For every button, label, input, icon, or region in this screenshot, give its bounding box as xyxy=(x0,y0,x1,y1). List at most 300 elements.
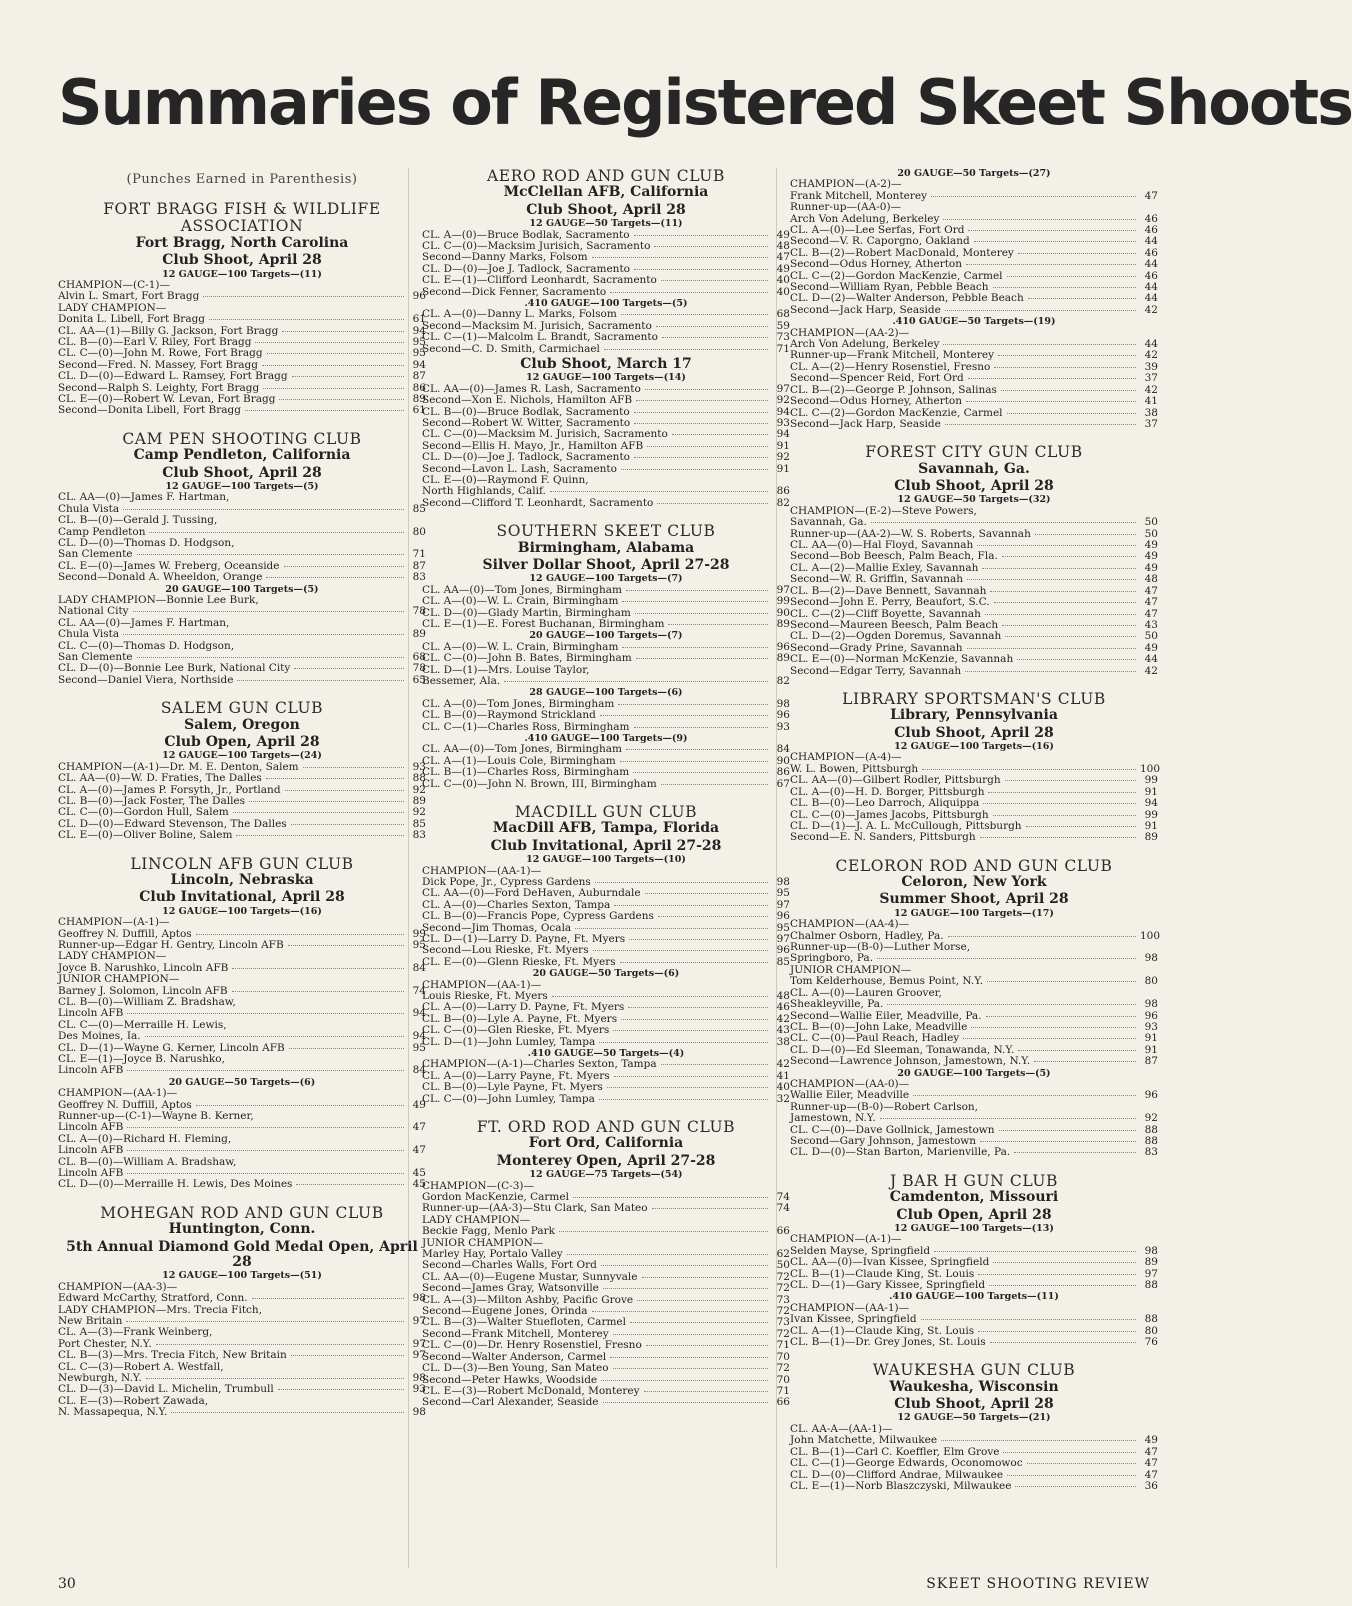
result-name: CHAMPION—(C-3)— xyxy=(422,1179,534,1192)
leader-dots xyxy=(1005,636,1136,637)
result-name: CL. D—(3)—David L. Michelin, Trumbull xyxy=(58,1383,274,1396)
result-name: CL. C—(3)—Robert A. Westfall, xyxy=(58,1360,224,1373)
result-score: 83 xyxy=(412,571,426,584)
leader-dots xyxy=(1014,1152,1136,1153)
result-score: 93 xyxy=(412,760,426,773)
result-name: CL. AA—(0)—James F. Hartman, xyxy=(58,616,230,629)
result-name: Sheakleyville, Pa. xyxy=(790,998,884,1011)
leader-dots xyxy=(592,1311,768,1312)
leader-dots xyxy=(966,401,1136,402)
event-title: Club Shoot, April 28 xyxy=(162,252,322,269)
result-name: Second—Edgar Terry, Savannah xyxy=(790,664,962,677)
result-score: 42 xyxy=(1144,383,1158,396)
event-title: Club Shoot, April 28 xyxy=(162,464,322,481)
result-row xyxy=(58,1350,426,1361)
result-row xyxy=(422,619,790,630)
leader-dots xyxy=(621,469,768,470)
result-row xyxy=(422,957,790,968)
leader-dots xyxy=(988,792,1136,793)
result-row xyxy=(790,517,1158,528)
result-score: 93 xyxy=(412,1383,426,1396)
result-row xyxy=(790,1113,1158,1124)
leader-dots xyxy=(171,1412,404,1413)
result-score: 42 xyxy=(1144,664,1158,677)
result-score: 47 xyxy=(1144,584,1158,597)
result-score: 96 xyxy=(776,640,790,653)
result-score: 91 xyxy=(776,439,790,452)
result-row xyxy=(790,798,1158,809)
club-location: Fort Bragg, North Carolina xyxy=(135,234,349,251)
result-row xyxy=(58,291,426,302)
result-name: CL. B—(2)—George P. Johnson, Salinas xyxy=(790,383,997,396)
result-score: 95 xyxy=(776,887,790,900)
result-name: LADY CHAMPION— xyxy=(58,301,167,314)
leader-dots xyxy=(1003,1452,1136,1453)
leader-dots xyxy=(948,936,1136,937)
result-name: CL. D—(1)—John Lumley, Tampa xyxy=(422,1035,596,1048)
result-row xyxy=(790,259,1158,270)
leader-dots xyxy=(245,410,404,411)
result-score: 97 xyxy=(776,933,790,945)
result-name: LADY CHAMPION—Bonnie Lee Burk, xyxy=(58,593,259,606)
result-score: 73 xyxy=(776,331,790,344)
result-name: Second—V. R. Caporgno, Oakland xyxy=(790,235,970,248)
leader-dots xyxy=(634,423,768,424)
result-name: CL. A—(0)—Danny L. Marks, Folsom xyxy=(422,308,617,321)
result-row xyxy=(422,275,790,286)
leader-dots xyxy=(559,1231,768,1232)
gauge-heading: 20 GAUGE—100 Targets—(7) xyxy=(529,630,683,642)
result-name: CL. A—(0)—Bruce Bodlak, Sacramento xyxy=(422,228,630,241)
result-score: 72 xyxy=(776,1282,790,1295)
result-name: Second—Lavon L. Lash, Sacramento xyxy=(422,462,617,475)
leader-dots xyxy=(267,353,404,354)
result-score: 48 xyxy=(1144,573,1158,586)
leader-dots xyxy=(255,342,404,343)
club-location: Lincoln, Nebraska xyxy=(170,871,314,888)
result-name: CL. AA—(0)—Gilbert Rodler, Pittsburgh xyxy=(790,774,1001,787)
leader-dots xyxy=(658,916,768,917)
club-section xyxy=(422,168,790,509)
result-row xyxy=(58,1179,426,1190)
result-name: Savannah, Ga. xyxy=(790,516,867,529)
result-name: CL. A—(0)—Larry Payne, Ft. Myers xyxy=(422,1069,610,1082)
leader-dots xyxy=(877,958,1136,959)
result-name: CL. B—(0)—Leo Darroch, Aliquippa xyxy=(790,797,980,810)
leader-dots xyxy=(613,1368,768,1369)
result-name: Dick Pope, Jr., Cypress Gardens xyxy=(422,875,591,888)
result-score: 40 xyxy=(776,285,790,298)
result-name: CL. AA—(0)—Ford DeHaven, Auburndale xyxy=(422,887,641,900)
result-name: North Highlands, Calif. xyxy=(422,485,546,498)
result-score: 98 xyxy=(776,875,790,888)
result-score: 97 xyxy=(412,1314,426,1327)
result-score: 84 xyxy=(776,743,790,756)
result-score: 49 xyxy=(776,228,790,241)
leader-dots xyxy=(635,613,768,614)
result-row xyxy=(58,1407,426,1418)
result-score: 47 xyxy=(412,1121,426,1134)
leader-dots xyxy=(994,367,1136,368)
event-title: Silver Dollar Shoot, April 27-28 xyxy=(482,556,730,573)
result-score: 99 xyxy=(776,595,790,608)
result-name: CL. D—(0)—Joe J. Tadlock, Sacramento xyxy=(422,451,630,464)
leader-dots xyxy=(647,446,768,447)
club-name: SOUTHERN SKEET CLUB xyxy=(496,522,716,541)
result-score: 70 xyxy=(776,1373,790,1386)
result-score: 96 xyxy=(776,944,790,957)
event-title: 5th Annual Diamond Gold Medal Open, April 28 xyxy=(66,1238,418,1270)
leader-dots xyxy=(613,1030,768,1031)
result-score: 49 xyxy=(412,1098,426,1111)
result-score: 97 xyxy=(776,898,790,911)
club-section xyxy=(58,1205,426,1419)
leader-dots xyxy=(661,280,768,281)
result-name: CL. C—(0)—Thomas D. Hodgson, xyxy=(58,639,235,652)
leader-dots xyxy=(282,331,404,332)
leader-dots xyxy=(601,1265,768,1266)
result-score: 61 xyxy=(412,313,426,326)
leader-dots xyxy=(123,509,404,510)
result-row xyxy=(58,917,426,928)
leader-dots xyxy=(622,601,768,602)
leader-dots xyxy=(943,344,1136,345)
result-name: CL. C—(2)—Gordon MacKenzie, Carmel xyxy=(790,269,1003,282)
result-score: 98 xyxy=(412,1292,426,1305)
result-name: CHAMPION—(A-1)—Dr. M. E. Denton, Salem xyxy=(58,760,299,773)
result-name: Lincoln AFB xyxy=(58,1121,124,1134)
leader-dots xyxy=(567,1254,768,1255)
result-row xyxy=(422,653,790,664)
result-name: Second—John E. Perry, Beaufort, S.C. xyxy=(790,596,990,609)
result-name: Second—Walter Anderson, Carmel xyxy=(422,1350,607,1363)
result-row xyxy=(790,1280,1158,1291)
result-name: Second—Grady Prine, Savannah xyxy=(790,641,963,654)
result-name: Second—Maureen Beesch, Palm Beach xyxy=(790,618,999,631)
result-score: 71 xyxy=(776,342,790,355)
result-name: Selden Mayse, Springfield xyxy=(790,1244,931,1257)
club-section xyxy=(790,856,1161,1159)
result-name: CL. C—(0)—Gordon Hull, Salem xyxy=(58,806,229,819)
leader-dots xyxy=(620,761,768,762)
result-name: Barney J. Solomon, Lincoln AFB xyxy=(58,984,228,997)
result-row xyxy=(790,775,1158,786)
result-name: CL. E—(0)—Robert W. Levan, Fort Bragg xyxy=(58,392,276,405)
result-row xyxy=(58,1293,426,1304)
leader-dots xyxy=(1018,1050,1136,1051)
result-score: 36 xyxy=(1144,1479,1158,1492)
result-score: 62 xyxy=(776,1248,790,1261)
result-name: CL. A—(3)—Milton Ashby, Pacific Grove xyxy=(422,1293,634,1306)
leader-dots xyxy=(266,778,404,779)
result-name: CHAMPION—(A-2)— xyxy=(790,178,902,191)
result-row xyxy=(422,287,790,298)
gauge-heading: 12 GAUGE—50 Targets—(11) xyxy=(529,218,683,230)
result-score: 50 xyxy=(1144,516,1158,529)
result-score: 46 xyxy=(1144,212,1158,225)
result-score: 44 xyxy=(1144,281,1158,294)
result-score: 99 xyxy=(1144,808,1158,821)
leader-dots xyxy=(642,1277,769,1278)
event-title: Club Shoot, April 28 xyxy=(894,1396,1054,1413)
leader-dots xyxy=(986,1016,1136,1017)
result-row xyxy=(422,1363,790,1374)
result-score: 89 xyxy=(412,392,426,405)
leader-dots xyxy=(657,503,768,504)
leader-dots xyxy=(209,319,404,320)
result-score: 92 xyxy=(776,451,790,464)
result-row xyxy=(790,574,1158,585)
result-name: CL. E—(3)—Robert McDonald, Monterey xyxy=(422,1384,640,1397)
result-score: 82 xyxy=(776,675,790,687)
leader-dots xyxy=(620,962,768,963)
leader-dots xyxy=(971,1027,1136,1028)
leader-dots xyxy=(634,412,768,413)
gauge-heading: 12 GAUGE—100 Targets—(7) xyxy=(529,573,683,585)
leader-dots xyxy=(1034,1061,1136,1062)
result-score: 72 xyxy=(776,1305,790,1318)
result-score: 46 xyxy=(1144,246,1158,259)
result-name: CL. D—(0)—Ed Sleeman, Tonawanda, N.Y. xyxy=(790,1043,1015,1056)
result-row xyxy=(58,629,426,640)
result-name: CL. A—(1)—Louis Cole, Birmingham xyxy=(422,754,616,767)
column-3 xyxy=(790,168,1161,1568)
club-section xyxy=(790,689,1161,844)
leader-dots xyxy=(999,1130,1136,1131)
leader-dots xyxy=(127,1070,404,1071)
result-score: 85 xyxy=(776,955,790,968)
leader-dots xyxy=(1015,1486,1136,1487)
result-row xyxy=(422,710,790,721)
result-name: CL. AA—(0)—Tom Jones, Birmingham xyxy=(422,583,622,596)
result-name: CL. C—(0)—John M. Rowe, Fort Bragg xyxy=(58,347,263,360)
result-score: 95 xyxy=(412,335,426,348)
result-score: 39 xyxy=(1144,360,1158,373)
result-row xyxy=(422,1037,790,1048)
result-name: Gordon MacKenzie, Carmel xyxy=(422,1191,569,1203)
result-score: 42 xyxy=(1144,303,1158,316)
result-name: CL. AA-A—(AA-1)— xyxy=(790,1422,893,1435)
result-name: Donita L. Libell, Fort Bragg xyxy=(58,313,206,326)
result-name: CHAMPION—(AA-1)— xyxy=(422,978,542,991)
result-score: 92 xyxy=(776,394,790,407)
result-score: 94 xyxy=(1144,797,1158,810)
result-score: 41 xyxy=(1144,395,1158,408)
result-name: Camp Pendleton xyxy=(58,525,146,538)
leader-dots xyxy=(1018,253,1136,254)
result-name: CL. D—(1)—Wayne G. Kerner, Lincoln AFB xyxy=(58,1041,285,1054)
leader-dots xyxy=(126,1321,404,1322)
result-name: Second—Jim Thomas, Ocala xyxy=(422,921,572,934)
result-score: 83 xyxy=(412,829,426,842)
leader-dots xyxy=(945,424,1136,425)
result-score: 46 xyxy=(1144,224,1158,237)
result-score: 91 xyxy=(1144,1032,1158,1045)
result-row xyxy=(422,1283,790,1294)
result-row xyxy=(422,767,790,778)
leader-dots xyxy=(668,624,768,625)
leader-dots xyxy=(628,1007,768,1008)
leader-dots xyxy=(1035,534,1136,535)
result-name: Second—Peter Hawks, Woodside xyxy=(422,1373,598,1386)
result-row xyxy=(422,722,790,733)
result-name: CHAMPION—(A-4)— xyxy=(790,751,902,764)
result-score: 88 xyxy=(412,772,426,785)
result-score: 73 xyxy=(776,1293,790,1306)
result-name: CL. B—(1)—Claude King, St. Louis xyxy=(790,1267,975,1280)
result-name: Jamestown, N.Y. xyxy=(790,1112,876,1125)
result-name: CHAMPION—(AA-1)— xyxy=(422,864,542,877)
result-row xyxy=(58,1065,426,1076)
result-score: 86 xyxy=(412,381,426,394)
result-name: CL. B—(2)—Robert MacDonald, Monterey xyxy=(790,246,1014,259)
result-name: Second—Gary Johnson, Jamestown xyxy=(790,1134,977,1147)
result-row xyxy=(790,1257,1158,1268)
result-name: CL. B—(0)—Raymond Strickland xyxy=(422,709,596,722)
club-section xyxy=(790,168,1158,430)
result-name: Chula Vista xyxy=(58,628,120,641)
result-row xyxy=(422,1397,790,1408)
result-name: CL. B—(0)—William Z. Bradshaw, xyxy=(58,995,236,1008)
result-name: Second—Donald A. Wheeldon, Orange xyxy=(58,571,263,584)
result-score: 86 xyxy=(776,485,790,498)
result-name: Second—Lawrence Johnson, Jamestown, N.Y. xyxy=(790,1055,1031,1068)
result-row xyxy=(58,974,426,985)
result-score: 94 xyxy=(776,428,790,441)
result-name: JUNIOR CHAMPION— xyxy=(58,973,180,986)
result-score: 72 xyxy=(776,1270,790,1283)
result-row xyxy=(422,1340,790,1351)
result-score: 96 xyxy=(776,910,790,923)
result-score: 48 xyxy=(776,239,790,252)
result-score: 92 xyxy=(412,806,426,819)
result-score: 88 xyxy=(1144,1134,1158,1147)
result-name: Second—Odus Horney, Atherton xyxy=(790,395,963,408)
leader-dots xyxy=(288,945,404,946)
result-score: 95 xyxy=(412,938,426,951)
result-name: CL. A—(3)—Frank Weinberg, xyxy=(58,1326,213,1339)
leader-dots xyxy=(645,893,768,894)
club-location: Camp Pendleton, California xyxy=(133,447,351,464)
result-name: Edward McCarthy, Stratford, Conn. xyxy=(58,1292,248,1305)
gauge-heading: 12 GAUGE—100 Targets—(10) xyxy=(526,854,686,866)
result-row xyxy=(422,676,790,687)
result-score: 87 xyxy=(412,559,426,572)
leader-dots xyxy=(1002,556,1136,557)
result-score: 84 xyxy=(412,1064,426,1077)
result-score: 47 xyxy=(1144,607,1158,620)
result-name: Second—Spencer Reid, Fort Ord xyxy=(790,372,964,385)
result-score: 61 xyxy=(412,404,426,417)
result-score: 96 xyxy=(1144,1009,1158,1022)
result-name: CL. C—(0)—Merraille H. Lewis, xyxy=(58,1018,227,1031)
result-score: 37 xyxy=(1144,417,1158,430)
club-name: FORT BRAGG FISH & WILDLIFE ASSOCIATION xyxy=(103,200,381,236)
result-score: 41 xyxy=(776,1069,790,1082)
leader-dots xyxy=(661,784,768,785)
gauge-heading: .410 GAUGE—50 Targets—(4) xyxy=(527,1048,685,1060)
club-name: FT. ORD ROD AND GUN CLUB xyxy=(476,1118,736,1137)
leader-dots xyxy=(965,671,1136,672)
result-name: Runner-up—Frank Mitchell, Monterey xyxy=(790,349,994,362)
result-row xyxy=(58,371,426,382)
result-score: 89 xyxy=(776,652,790,665)
leader-dots xyxy=(968,230,1136,231)
result-name: CHAMPION—(AA-2)— xyxy=(790,326,910,339)
result-name: CL. D—(0)—Merraille H. Lewis, Des Moines xyxy=(58,1178,293,1191)
leader-dots xyxy=(278,1389,404,1390)
club-section xyxy=(58,700,426,841)
result-score: 49 xyxy=(1144,641,1158,654)
leader-dots xyxy=(610,1357,768,1358)
result-name: CL. A—(0)—Tom Jones, Birmingham xyxy=(422,697,615,710)
result-score: 94 xyxy=(412,1030,426,1043)
result-score: 47 xyxy=(776,251,790,264)
result-name: CL. E—(0)—James W. Freberg, Oceanside xyxy=(58,559,280,572)
event-title: Club Invitational, April 28 xyxy=(139,889,345,906)
result-name: Second—E. N. Sanders, Pittsburgh xyxy=(790,831,976,844)
leader-dots xyxy=(636,658,768,659)
result-name: Des Moines, Ia. xyxy=(58,1030,141,1043)
result-score: 66 xyxy=(776,1225,790,1238)
result-name: CHAMPION—(AA-1)— xyxy=(58,1087,178,1100)
result-name: CL. C—(0)—Macksim Jurisich, Sacramento xyxy=(422,239,651,252)
club-location: Savannah, Ga. xyxy=(918,460,1030,477)
leader-dots xyxy=(607,1087,768,1088)
result-row xyxy=(790,1458,1158,1469)
result-score: 42 xyxy=(776,1012,790,1025)
result-score: 96 xyxy=(1144,1089,1158,1102)
leader-dots xyxy=(985,614,1136,615)
result-name: W. L. Bowen, Pittsburgh xyxy=(790,762,919,775)
result-row xyxy=(422,344,790,355)
leader-dots xyxy=(294,668,404,669)
result-name: CL. A—(2)—Mallie Exley, Savannah xyxy=(790,561,979,574)
result-name: Chalmer Osborn, Hadley, Pa. xyxy=(790,929,944,942)
leader-dots xyxy=(249,801,404,802)
result-name: Second—Jack Harp, Seaside xyxy=(790,417,941,430)
gauge-heading: 12 GAUGE—100 Targets—(51) xyxy=(162,1270,322,1282)
result-row xyxy=(58,1145,426,1156)
result-row xyxy=(422,911,790,922)
leader-dots xyxy=(296,1184,404,1185)
result-name: Chula Vista xyxy=(58,502,120,515)
result-name: CL. B—(0)—William A. Bradshaw, xyxy=(58,1155,237,1168)
leader-dots xyxy=(654,246,768,247)
result-row xyxy=(422,1025,790,1036)
result-score: 89 xyxy=(1144,1256,1158,1269)
club-name: FOREST CITY GUN CLUB xyxy=(865,443,1083,462)
result-name: CL. A—(0)—Richard H. Fleming, xyxy=(58,1132,232,1145)
result-name: CL. B—(2)—Dave Bennett, Savannah xyxy=(790,584,987,597)
result-score: 74 xyxy=(776,1202,790,1215)
club-name: MACDILL GUN CLUB xyxy=(514,803,698,822)
result-name: CHAMPION—(E-2)—Steve Powers, xyxy=(790,504,977,517)
result-name: CL. AA—(0)—Hal Floyd, Savannah xyxy=(790,539,974,552)
result-row xyxy=(790,202,1158,213)
gauge-heading: 28 GAUGE—100 Targets—(6) xyxy=(529,687,683,699)
leader-dots xyxy=(943,219,1136,220)
result-name: CL. D—(1)—Gary Kissee, Springfield xyxy=(790,1278,986,1291)
result-name: CL. B—(1)—Carl C. Koeffler, Elm Grove xyxy=(790,1445,1000,1458)
result-score: 71 xyxy=(776,1384,790,1397)
leader-dots xyxy=(661,1064,768,1065)
result-name: CL. C—(0)—Paul Reach, Hadley xyxy=(790,1032,960,1045)
leader-dots xyxy=(127,1150,404,1151)
leader-dots xyxy=(644,1391,768,1392)
leader-dots xyxy=(145,1036,404,1037)
result-row xyxy=(58,830,426,841)
